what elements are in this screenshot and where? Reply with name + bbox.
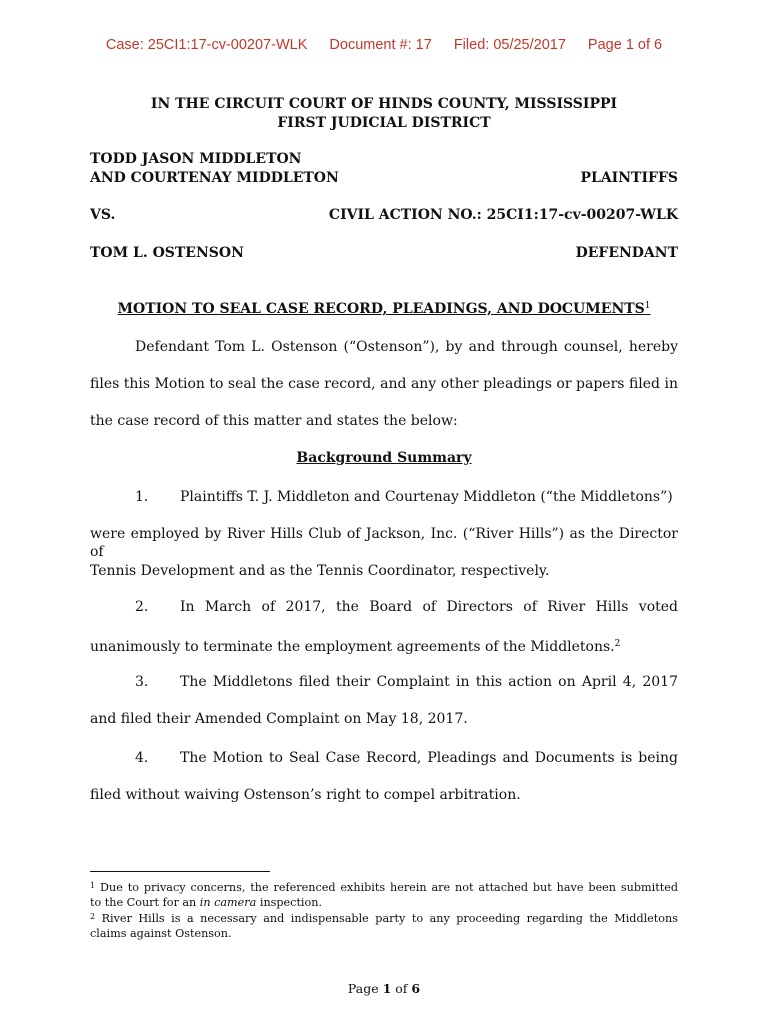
footnote-2-mark: 2 <box>90 912 96 921</box>
page-footer <box>0 981 768 996</box>
footer-of: of <box>391 981 412 996</box>
paragraph-4-text-1: The Motion to Seal Case Record, Pleadings and Documents is being <box>180 750 678 766</box>
footnote-2-line-1 <box>90 909 678 926</box>
footnote-1-line-2 <box>90 895 678 910</box>
motion-title-text: MOTION TO SEAL CASE RECORD, PLEADINGS, AND DOCUMENTS <box>117 301 645 317</box>
footer-total-pages: 6 <box>411 981 421 996</box>
paragraph-1-number: 1. <box>135 489 149 505</box>
footnote-ref-2[interactable]: 2 <box>614 639 621 649</box>
versus-label: VS. <box>90 207 116 223</box>
footer-prefix: Page <box>347 981 383 996</box>
court-name: IN THE CIRCUIT COURT OF HINDS COUNTY, MISSISSIPPI <box>150 96 618 112</box>
paragraph-4-number: 4. <box>135 750 149 766</box>
paragraph-3-line-1 <box>135 673 678 691</box>
intro-line-3: the case record of this matter and states the below: <box>90 413 458 429</box>
footnote-1 <box>90 878 678 910</box>
plaintiffs-label: PLAINTIFFS <box>580 170 678 186</box>
footnote-2-text-a: River Hills is a necessary and indispensable party to any proceeding regarding the Middletons <box>101 912 678 925</box>
footer-current-page: 1 <box>382 981 392 996</box>
paragraph-2-number: 2. <box>135 599 149 615</box>
paragraph-2-line-1 <box>135 598 678 616</box>
paragraph-1-line-1 <box>135 488 678 506</box>
stamp-document-number: Document #: 17 <box>329 37 432 53</box>
footnote-1-text-c: inspection. <box>256 896 323 909</box>
paragraph-2-text-1: In March of 2017, the Board of Directors of River Hills voted <box>180 599 678 615</box>
footnote-1-italic: in camera <box>199 896 257 909</box>
footnote-divider <box>90 871 270 872</box>
paragraph-3-number: 3. <box>135 674 149 690</box>
plaintiff-name-line1: TODD JASON MIDDLETON <box>90 151 302 167</box>
intro-line-2: files this Motion to seal the case record, and any other pleadings or papers filed in <box>90 376 678 392</box>
paragraph-4-line-1 <box>135 749 678 767</box>
plaintiff-name-line2: AND COURTENAY MIDDLETON <box>90 170 339 186</box>
paragraph-1-line-3: Tennis Development and as the Tennis Coordinator, respectively. <box>90 563 550 579</box>
civil-action-number: CIVIL ACTION NO.: 25CI1:17-cv-00207-WLK <box>328 207 678 223</box>
paragraph-1-line-2: were employed by River Hills Club of Jackson, Inc. (“River Hills”) as the Director of <box>90 526 678 560</box>
paragraph-2-line-2 <box>90 635 678 656</box>
paragraph-4-line-2: filed without waiving Ostenson’s right to compel arbitration. <box>90 787 521 803</box>
footnote-ref-1[interactable]: 1 <box>644 301 651 311</box>
paragraph-3-line-2: and filed their Amended Complaint on May 18, 2017. <box>90 711 468 727</box>
intro-line-1: Defendant Tom L. Ostenson (“Ostenson”), by and through counsel, hereby <box>135 339 678 355</box>
footnote-1-text-a: Due to privacy concerns, the referenced exhibits herein are not attached but have been submitted <box>100 881 678 894</box>
stamp-filed-date: Filed: 05/25/2017 <box>453 37 566 53</box>
paragraph-2-text-2: unanimously to terminate the employment agreements of the Middletons. <box>90 639 615 655</box>
filing-stamp <box>0 37 768 53</box>
background-summary-heading: Background Summary <box>296 450 472 466</box>
footnote-1-line-1 <box>90 878 678 895</box>
defendant-label: DEFENDANT <box>575 245 678 261</box>
defendant-name: TOM L. OSTENSON <box>90 245 244 261</box>
stamp-case-number: Case: 25CI1:17-cv-00207-WLK <box>105 37 308 53</box>
paragraph-3-text-1: The Middletons filed their Complaint in this action on April 4, 2017 <box>180 674 678 690</box>
footnote-2-line-2: claims against Ostenson. <box>90 927 232 940</box>
paragraph-1-text-1: Plaintiffs T. J. Middleton and Courtenay Middleton (“the Middletons”) <box>180 489 673 505</box>
footnote-2 <box>90 909 678 941</box>
court-district: FIRST JUDICIAL DISTRICT <box>277 115 491 131</box>
stamp-page-count: Page 1 of 6 <box>587 37 663 53</box>
motion-title <box>0 301 768 317</box>
footnote-1-text-b: to the Court for an <box>90 896 200 909</box>
footnote-1-mark: 1 <box>90 881 96 890</box>
